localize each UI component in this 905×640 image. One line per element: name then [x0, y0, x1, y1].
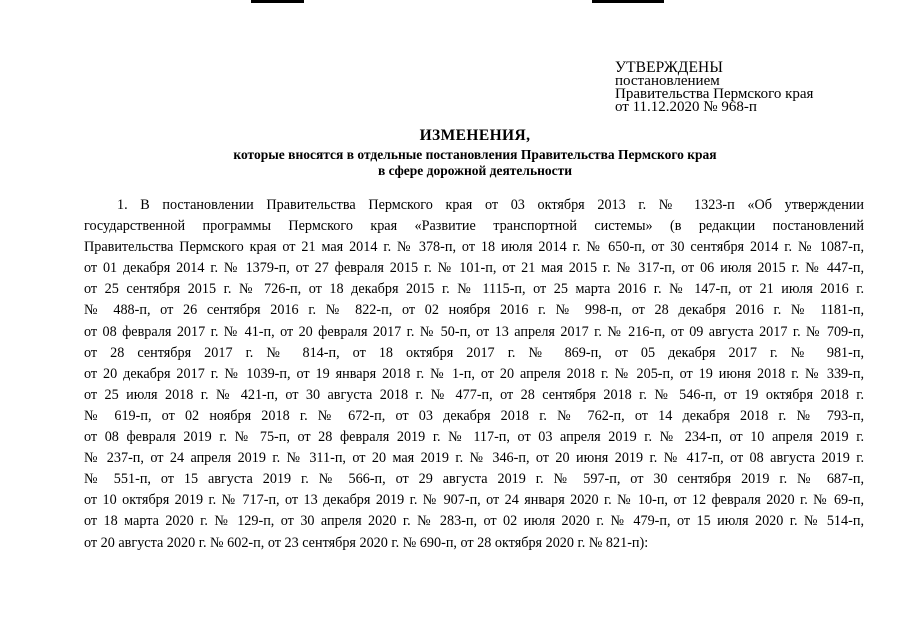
paragraph-line: от 28 сентября 2017 г. № 814-п, от 18 октября 2017 г. № 869-п, от 05 декабря 2017 г. № 981-п,: [84, 344, 864, 361]
approval-stamp: [615, 60, 875, 114]
paragraph-line: от 08 февраля 2019 г. № 75-п, от 28 февраля 2019 г. № 117-п, от 03 апреля 2019 г. № 234-п, от 10 апреля 2019 г.: [84, 429, 864, 446]
paragraph-line: государственной программы Пермского края «Развитие транспортной системы» (в редакции постановлений: [84, 218, 864, 235]
paragraph-line: № 237-п, от 24 апреля 2019 г. № 311-п, от 20 мая 2019 г. № 346-п, от 20 июня 2019 г. № 417-п, от 08 августа 2019 г.: [84, 450, 864, 467]
approval-line: от 11.12.2020 № 968-п: [615, 99, 757, 115]
approval-title: УТВЕРЖДЕНЫ: [615, 59, 723, 76]
paragraph-line: от 08 февраля 2017 г. № 41-п, от 20 февраля 2017 г. № 50-п, от 13 апреля 2017 г. № 216-п, от 09 августа 2017 г. № 709-п,: [84, 323, 864, 340]
approval-line: Правительства Пермского края: [615, 86, 814, 102]
paragraph-line: от 10 октября 2019 г. № 717-п, от 13 декабря 2019 г. № 907-п, от 24 января 2020 г. № 10-п, от 12 февраля 2020 г. № 69-п,: [84, 492, 864, 509]
paragraph-line: от 20 декабря 2017 г. № 1039-п, от 19 января 2018 г. № 1-п, от 20 апреля 2018 г. № 205-п, от 19 июня 2018 г. № 339-п,: [84, 365, 864, 382]
scan-edge-mark: [592, 0, 664, 3]
paragraph-line: от 01 декабря 2014 г. № 1379-п, от 27 февраля 2015 г. № 101-п, от 21 мая 2015 г. № 317-п, от 06 июля 2015 г. № 447-п,: [84, 260, 864, 277]
document-title: ИЗМЕНЕНИЯ,: [419, 127, 531, 144]
paragraph-line: от 25 сентября 2015 г. № 726-п, от 18 декабря 2015 г. № 1115-п, от 25 марта 2016 г. № 147-п, от 21 июля 2016 г.: [84, 281, 864, 298]
document-subtitle: в сфере дорожной деятельности: [377, 163, 573, 178]
paragraph-line: № 619-п, от 02 ноября 2018 г. № 672-п, от 03 декабря 2018 г. № 762-п, от 14 декабря 2018 г. № 793-п,: [84, 407, 864, 424]
paragraph-line: № 488-п, от 26 сентября 2016 г. № 822-п, от 02 ноября 2016 г. № 998-п, от 28 декабря 2016 г. № 1181-п,: [84, 302, 864, 319]
paragraph-line: 1. В постановлении Правительства Пермского края от 03 октября 2013 г. № 1323-п «Об утверждении: [117, 197, 864, 213]
scan-edge-mark: [251, 0, 304, 3]
paragraph-line: № 551-п, от 15 августа 2019 г. № 566-п, от 29 августа 2019 г. № 597-п, от 30 сентября 2019 г. № 687-п,: [84, 471, 864, 488]
paragraph-line: от 25 июля 2018 г. № 421-п, от 30 августа 2018 г. № 477-п, от 28 сентября 2018 г. № 546-п, от 19 октября 2018 г.: [84, 386, 864, 403]
paragraph-line: от 18 марта 2020 г. № 129-п, от 30 апреля 2020 г. № 283-п, от 02 июля 2020 г. № 479-п, от 15 июля 2020 г. № 514-п,: [84, 513, 864, 530]
approval-line: постановлением: [615, 73, 720, 89]
paragraph-line: от 20 августа 2020 г. № 602-п, от 23 сентября 2020 г. № 690-п, от 28 октября 2020 г. № 821-п):: [84, 534, 649, 551]
paragraph-1: [84, 195, 864, 554]
paragraph-line: Правительства Пермского края от 21 мая 2014 г. № 378-п, от 18 июля 2014 г. № 650-п, от 30 сентября 2014 г. № 1087-п,: [84, 239, 864, 256]
document-subtitle: которые вносятся в отдельные постановления Правительства Пермского края: [233, 147, 717, 162]
